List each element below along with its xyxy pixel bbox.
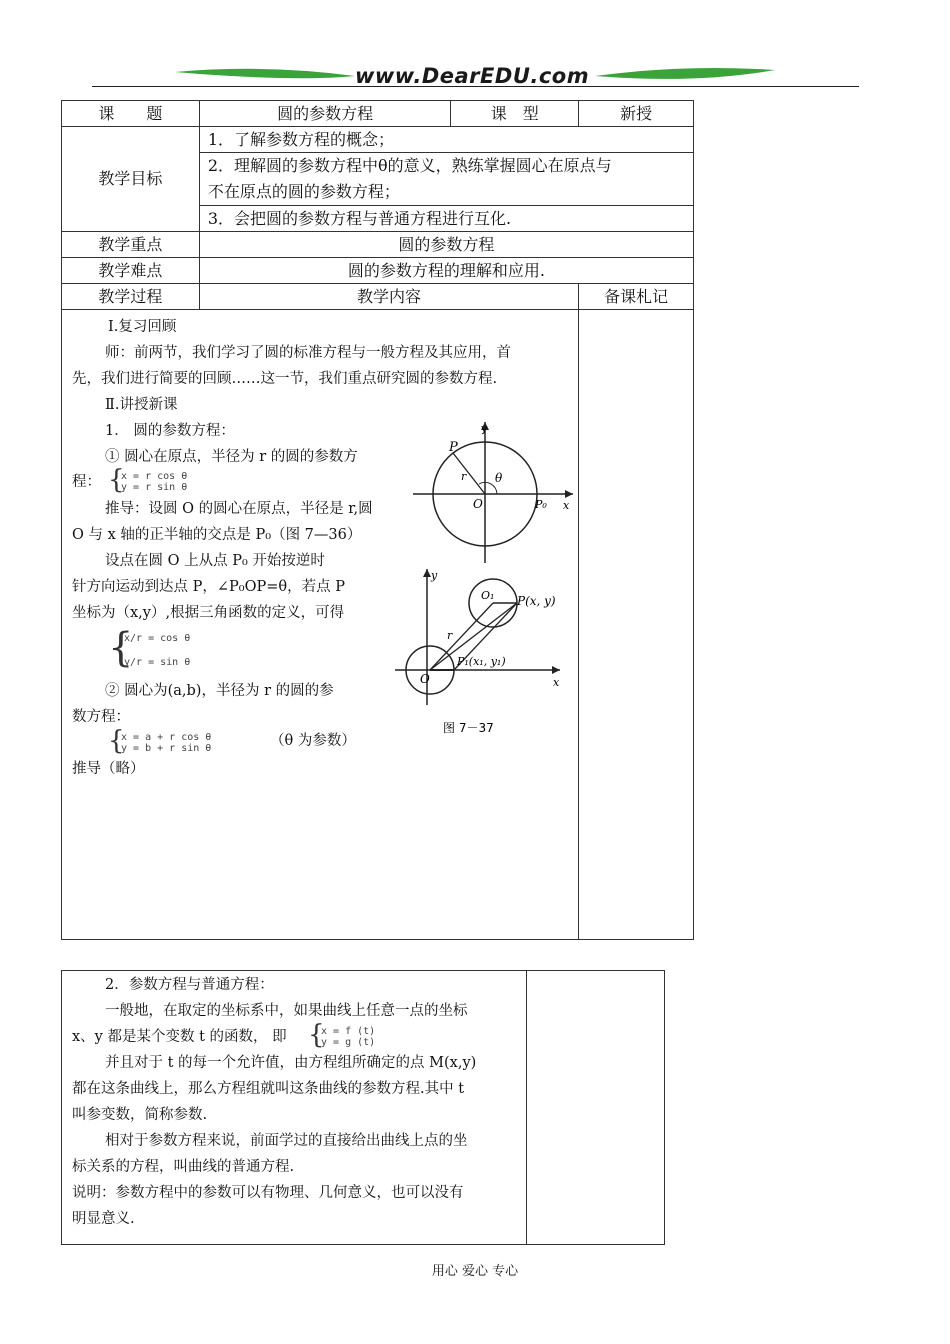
eq3-x: x = a + r cos θ: [121, 732, 212, 743]
label-p: P(x, y): [517, 594, 556, 608]
objective-2-line1: 2．理解圆的参数方程中θ的意义，熟练掌握圆心在原点与: [207, 156, 612, 175]
derivation-c: 设点在圆 O 上从点 P₀ 开始按逆时: [105, 553, 325, 569]
eq3-note: （θ 为参数）: [270, 733, 356, 749]
para-3-b: 标关系的方程，叫曲线的普通方程.: [72, 1159, 295, 1175]
para-2-a: 并且对于 t 的每一个允许值，由方程组所确定的点 M(x,y): [105, 1055, 477, 1071]
x-axis-arrow-icon: [565, 490, 573, 498]
logo-text: www.DearEDU.com: [355, 64, 590, 88]
eq2-y: y/r = sin θ: [124, 657, 191, 668]
topic-label: 课 题: [62, 101, 200, 127]
para-2-b: 都在这条曲线上，那么方程组就叫这条曲线的参数方程.其中 t: [72, 1081, 465, 1097]
derivation-omitted: 推导（略）: [72, 761, 145, 777]
eq2-x: x/r = cos θ: [124, 633, 191, 644]
new-lesson-title: Ⅱ.讲授新课: [105, 397, 178, 413]
y-axis-arrow-icon: [423, 569, 431, 577]
objectives-label: 教学目标: [62, 127, 200, 232]
case-1-b: 程：: [72, 474, 101, 490]
derivation-a: 推导：设圆 O 的圆心在原点，半径是 r,圆: [105, 501, 373, 517]
label-p: P: [449, 440, 458, 455]
brace-icon: {: [108, 726, 125, 756]
brace-icon: {: [108, 465, 125, 495]
label-y: y: [481, 422, 488, 435]
para-3-a: 相对于参数方程来说，前面学过的直接给出曲线上点的坐: [105, 1133, 468, 1149]
label-r: r: [447, 629, 453, 642]
notes-cell: [527, 971, 665, 1245]
key-label: 教学重点: [62, 232, 200, 258]
para-4-b: 明显意义.: [72, 1211, 135, 1227]
brace-icon: {: [108, 625, 134, 671]
label-o: O: [420, 672, 430, 686]
section-2-title: 2．参数方程与普通方程：: [105, 977, 274, 993]
content-label: 教学内容: [199, 284, 578, 310]
case-2-a: ② 圆心为(a,b)，半径为 r 的圆的参: [105, 683, 334, 699]
figure-7-36: [405, 418, 580, 568]
para-1-a: 一般地，在取定的坐标系中，如果曲线上任意一点的坐标: [105, 1003, 468, 1019]
item-1: 1． 圆的参数方程：: [105, 423, 235, 439]
type-value: 新授: [579, 101, 694, 127]
eq-f-t: x = f (t): [321, 1026, 376, 1037]
x-axis-arrow-icon: [552, 666, 560, 674]
objective-3: 3．会把圆的参数方程与普通方程进行互化.: [199, 206, 693, 232]
eq3-y: y = b + r sin θ: [121, 743, 212, 754]
label-p0: P₀: [535, 498, 547, 511]
objective-1: 1．了解参数方程的概念；: [199, 127, 693, 153]
para-2-c: 叫参变数，简称参数.: [72, 1107, 208, 1123]
derivation-b: O 与 x 轴的正半轴的交点是 P₀（图 7—36）: [72, 527, 362, 543]
para-4-a: 说明：参数方程中的参数可以有物理、几何意义，也可以没有: [72, 1185, 464, 1201]
key-value: 圆的参数方程: [199, 232, 693, 258]
derivation-d: 针方向运动到达点 P，∠P₀OP=θ，若点 P: [72, 579, 345, 595]
difficulty-value: 圆的参数方程的理解和应用.: [199, 258, 693, 284]
label-p1: P₁(x₁, y₁): [457, 655, 506, 668]
header-rule: [92, 86, 859, 87]
topic-value: 圆的参数方程: [199, 101, 451, 127]
label-o1: O₁: [481, 589, 495, 602]
case-1-a: ① 圆心在原点，半径为 r 的圆的参数方: [105, 449, 358, 465]
eq1-y: y = r sin θ: [121, 482, 188, 493]
footer-text: 用心 爱心 专心: [431, 1264, 519, 1279]
eq1-x: x = r cos θ: [121, 471, 188, 482]
radius-op: [453, 453, 485, 494]
objective-2: [199, 153, 693, 206]
notes-label: 备课札记: [579, 284, 694, 310]
figure-7-37: [375, 565, 575, 740]
eq-g-t: y = g (t): [321, 1037, 376, 1048]
derivation-e: 坐标为（x,y）,根据三角函数的定义，可得: [72, 605, 345, 621]
brace-icon: {: [308, 1020, 325, 1050]
para-1-b: x、y 都是某个变数 t 的函数， 即: [72, 1029, 287, 1045]
label-y: y: [431, 569, 438, 582]
type-label: 课 型: [451, 101, 579, 127]
label-x: x: [563, 499, 570, 512]
notes-cell: [579, 310, 694, 940]
review-title: Ⅰ.复习回顾: [108, 319, 177, 335]
review-paragraph-1: 师：前两节，我们学习了圆的标准方程与一般方程及其应用，首: [105, 345, 511, 361]
label-x: x: [553, 676, 560, 689]
label-r: r: [461, 470, 467, 483]
difficulty-label: 教学难点: [62, 258, 200, 284]
figure-caption: 图 7－37: [443, 721, 494, 735]
review-paragraph-2: 先，我们进行简要的回顾……这一节，我们重点研究圆的参数方程.: [72, 371, 498, 387]
case-2-b: 数方程：: [72, 709, 130, 725]
label-o: O: [473, 497, 483, 511]
objective-2-line2: 不在原点的圆的参数方程；: [207, 182, 400, 201]
label-theta: θ: [495, 471, 503, 485]
process-label: 教学过程: [62, 284, 200, 310]
